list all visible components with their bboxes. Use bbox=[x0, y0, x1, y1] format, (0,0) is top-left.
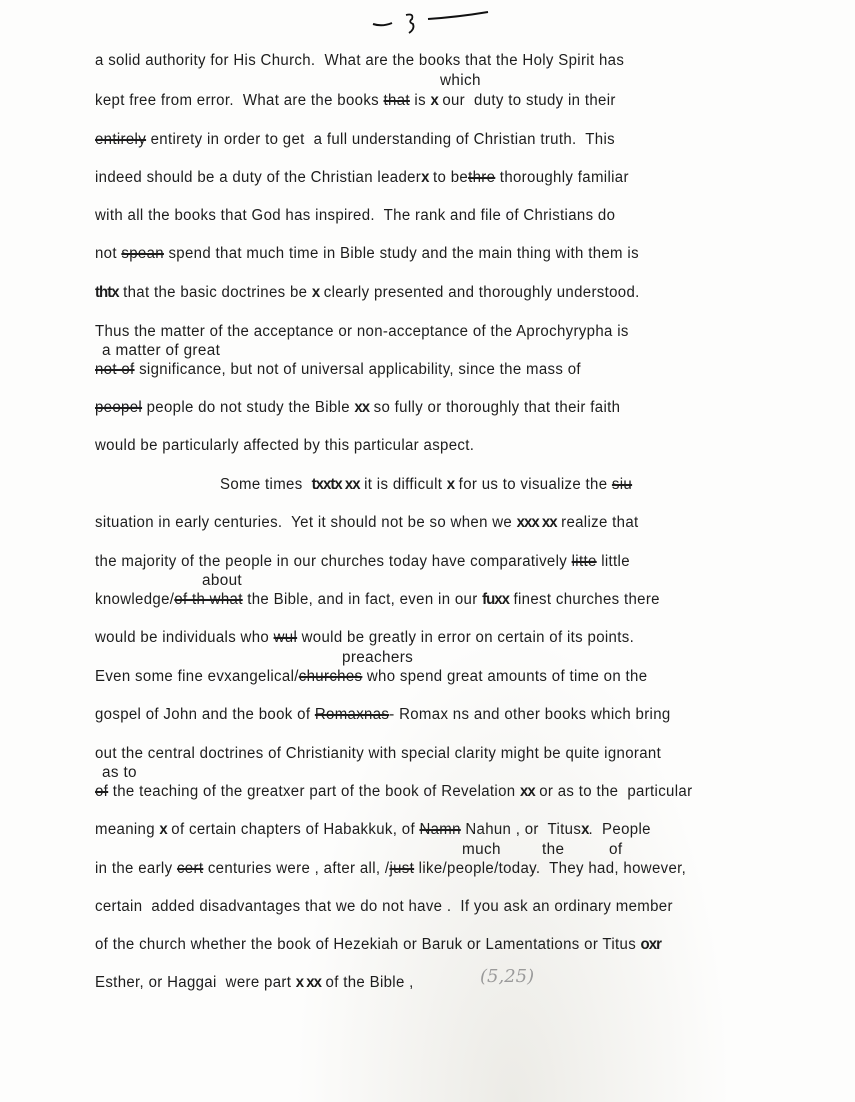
struck-text: siu bbox=[611, 476, 633, 493]
struck-text: of th what bbox=[174, 591, 243, 608]
text-line: certain added disadvantages that we do not have . If you ask an ordinary member bbox=[95, 898, 673, 915]
struck-text: of bbox=[95, 783, 109, 800]
insertion: of bbox=[609, 841, 623, 858]
struck-text: thre bbox=[468, 169, 496, 186]
struck-text: Namn bbox=[419, 821, 461, 838]
text-line: situation in early centuries. Yet it should not be so when we xxx xx realize that bbox=[95, 514, 639, 531]
text-line: gospel of John and the book of Romaxnas- Romax ns and other books which bring bbox=[95, 706, 671, 723]
insertion: the bbox=[542, 841, 565, 858]
struck-text: that bbox=[383, 92, 410, 109]
struck-text: cert bbox=[176, 860, 204, 877]
insertion: as to bbox=[102, 764, 137, 781]
text-line: entirely entirety in order to get a full understanding of Christian truth. This bbox=[95, 131, 615, 148]
text-line: the majority of the people in our churches today have comparatively litte little bbox=[95, 553, 630, 570]
text-line: Thus the matter of the acceptance or non-acceptance of the Aprochyrypha is bbox=[95, 323, 629, 340]
text-line: with all the books that God has inspired. The rank and file of Christians do bbox=[95, 207, 616, 224]
struck-text: litte bbox=[571, 553, 597, 570]
struck-text: spean bbox=[121, 245, 164, 262]
struck-text: peopel bbox=[95, 399, 143, 416]
text-line: not spean spend that much time in Bible study and the main thing with them is bbox=[95, 245, 639, 262]
text-line: not of significance, but not of universal applicability, since the mass of bbox=[95, 361, 581, 378]
struck-text: wul bbox=[273, 629, 298, 646]
insertion: a matter of great bbox=[102, 342, 221, 359]
handwritten-page-number bbox=[368, 6, 493, 34]
text-line: of the teaching of the greatxer part of the book of Revelation xx or as to the particular bbox=[95, 783, 693, 800]
struck-text: entirely bbox=[95, 131, 147, 148]
paragraph-start-line: Some times txxtx xx it is difficult x for us to visualize the siu bbox=[220, 476, 633, 493]
pencil-annotation: (5,25) bbox=[480, 966, 535, 987]
text-line: of the church whether the book of Hezekiah or Baruk or Lamentations or Titus oxr bbox=[95, 936, 661, 953]
struck-text: churches bbox=[298, 668, 363, 685]
struck-text: not of bbox=[95, 361, 135, 378]
text-line: Even some fine evxangelical/churches who spend great amounts of time on the bbox=[95, 668, 648, 685]
text-line: meaning x of certain chapters of Habakkuk, of Namn Nahun , or Titusx. People bbox=[95, 821, 651, 838]
text-line: kept free from error. What are the books that is x our duty to study in their bbox=[95, 92, 616, 109]
struck-text: Romaxnas bbox=[314, 706, 390, 723]
text-line: indeed should be a duty of the Christian leaderx to bethre thoroughly familiar bbox=[95, 169, 629, 186]
text-line: peopel people do not study the Bible xx so fully or thoroughly that their faith bbox=[95, 399, 621, 416]
text-line: in the early cert centuries were , after all, /just like/people/today. They had, however, bbox=[95, 860, 687, 877]
insertion: about bbox=[202, 572, 243, 589]
text-line: a solid authority for His Church. What are the books that the Holy Spirit has bbox=[95, 52, 625, 69]
text-line: would be particularly affected by this particular aspect. bbox=[95, 437, 475, 454]
text-line: out the central doctrines of Christianity with special clarity might be quite ignorant bbox=[95, 745, 662, 762]
insertion: which bbox=[440, 72, 481, 89]
insertion: much bbox=[462, 841, 501, 858]
insertion: preachers bbox=[342, 649, 414, 666]
text-line: would be individuals who wul would be greatly in error on certain of its points. bbox=[95, 629, 635, 646]
text-line: thtx that the basic doctrines be x clearly presented and thoroughly understood. bbox=[95, 284, 640, 301]
struck-text: just bbox=[389, 860, 415, 877]
text-line: knowledge/of th what the Bible, and in fact, even in our fuxx finest churches there bbox=[95, 591, 660, 608]
text-line: Esther, or Haggai were part x xx of the Bible , bbox=[95, 974, 414, 991]
